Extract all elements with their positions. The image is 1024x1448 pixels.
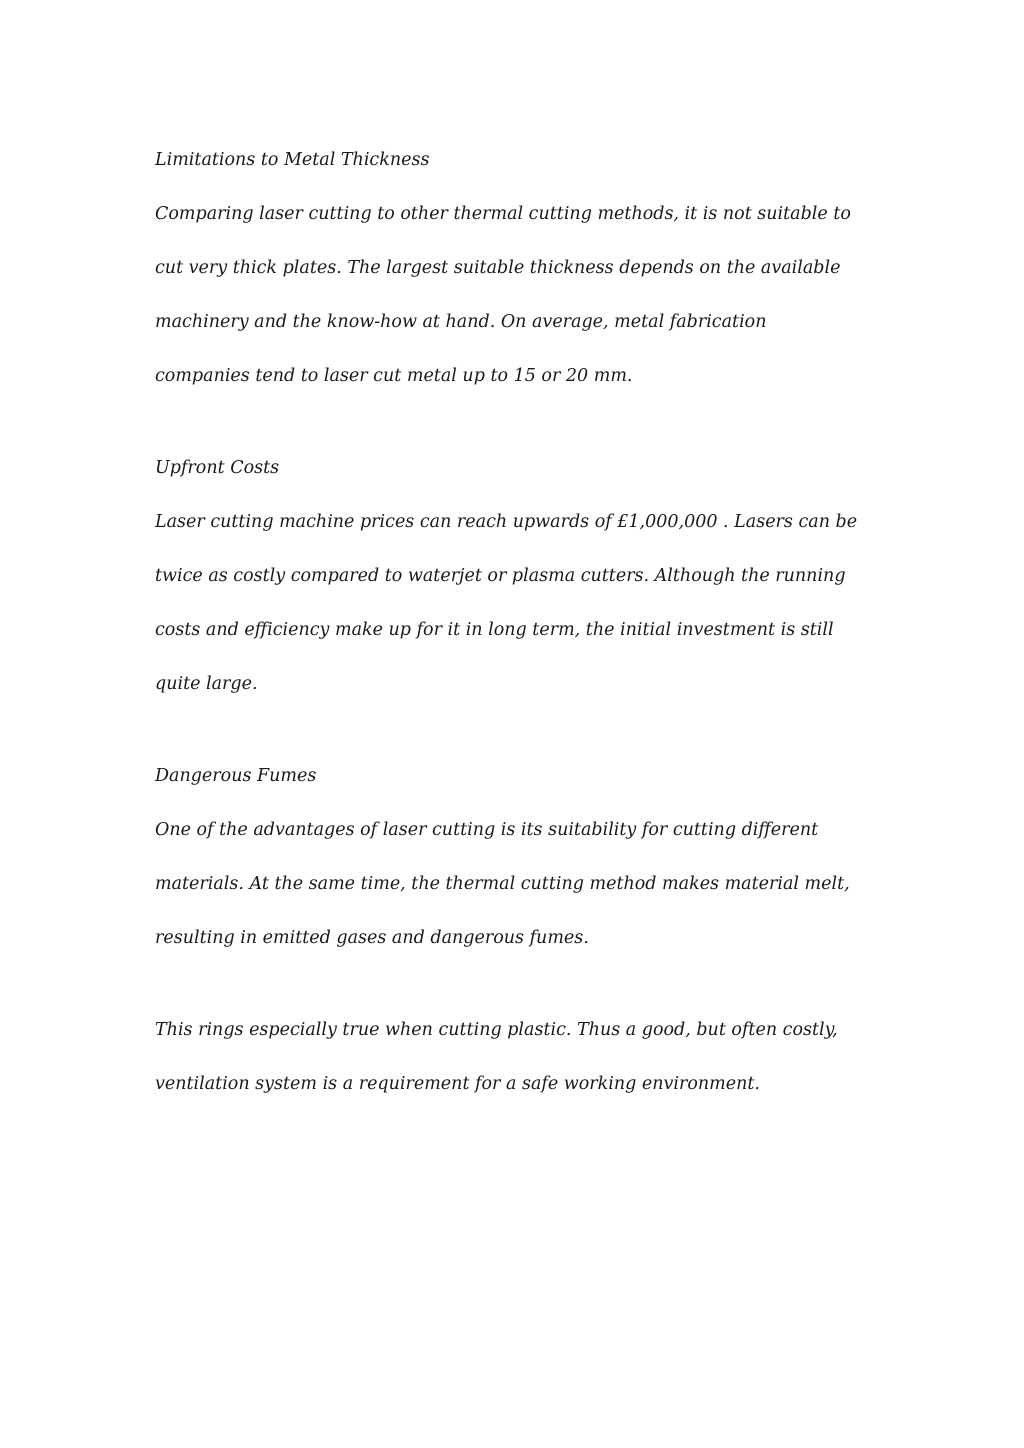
- paragraph-line: machinery and the know-how at hand. On average, metal fabrication: [155, 312, 767, 332]
- section-heading: Upfront Costs: [155, 458, 280, 478]
- section-dangerous-fumes: [155, 749, 885, 965]
- paragraph-line: ventilation system is a requirement for a safe working environment.: [155, 1074, 760, 1094]
- section-metal-thickness: [155, 133, 885, 403]
- paragraph-line: Laser cutting machine prices can reach upwards of £1,000,000 . Lasers can be: [155, 512, 858, 532]
- section-ventilation-note: [155, 1003, 885, 1111]
- paragraph-line: twice as costly compared to waterjet or plasma cutters. Although the running: [155, 566, 846, 586]
- section-spacer: [155, 403, 885, 441]
- section-heading: Limitations to Metal Thickness: [155, 150, 430, 170]
- section-upfront-costs: [155, 441, 885, 711]
- paragraph-line: companies tend to laser cut metal up to 15 or 20 mm.: [155, 366, 633, 386]
- paragraph-line: resulting in emitted gases and dangerous fumes.: [155, 928, 589, 948]
- paragraph-line: This rings especially true when cutting plastic. Thus a good, but often costly,: [155, 1020, 838, 1040]
- paragraph-line: costs and efficiency make up for it in long term, the initial investment is still: [155, 620, 834, 640]
- section-spacer: [155, 711, 885, 749]
- paragraph-line: Comparing laser cutting to other thermal cutting methods, it is not suitable to: [155, 204, 851, 224]
- document-body: [155, 133, 885, 1111]
- paragraph-line: One of the advantages of laser cutting is its suitability for cutting different: [155, 820, 819, 840]
- paragraph-line: quite large.: [155, 674, 258, 694]
- paragraph-line: cut very thick plates. The largest suitable thickness depends on the available: [155, 258, 841, 278]
- section-heading: Dangerous Fumes: [155, 766, 317, 786]
- paragraph-line: materials. At the same time, the thermal cutting method makes material melt,: [155, 874, 850, 894]
- section-spacer: [155, 965, 885, 1003]
